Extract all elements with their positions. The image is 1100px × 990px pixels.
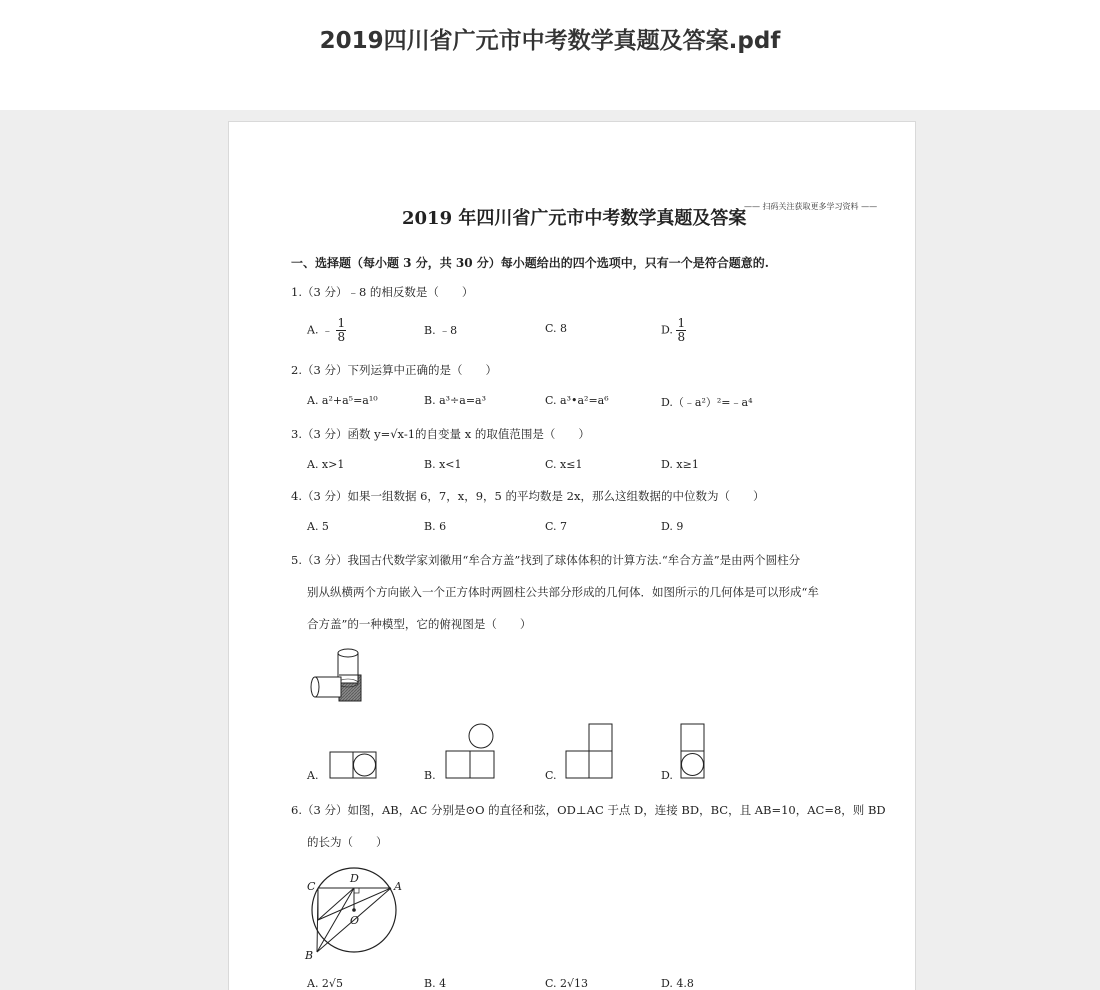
q5-option-b-figure [445, 722, 497, 780]
q6-option-d: D. 4.8 [661, 977, 694, 990]
q5-option-b-label: B. [424, 769, 436, 782]
q1-a-fraction: $\frac{1}{8}$ [337, 316, 346, 344]
q5-option-c-figure [565, 722, 615, 780]
q1-d-fraction: $\frac{1}{8}$ [677, 316, 686, 344]
q4-option-c: C. 7 [545, 520, 568, 533]
question-4-stem: 4.（3 分）如果一组数据 6，7，x，9，5 的平均数是 2x，那么这组数据的中位数为（ ） [291, 489, 765, 503]
question-2-stem: 2.（3 分）下列运算中正确的是（ ） [291, 363, 497, 377]
q5-option-a-figure [329, 750, 379, 780]
q4-option-a: A. 5 [307, 520, 329, 533]
question-1-stem: 1.（3 分）﹣8 的相反数是（ ） [291, 285, 474, 299]
q2-option-d: D.（﹣a²）²=﹣a⁴ [661, 396, 753, 409]
q2-option-c: C. a³•a²=a⁶ [545, 394, 609, 407]
q6-label-c: C [307, 880, 316, 893]
q1-option-b: B. ﹣8 [424, 324, 458, 337]
watermark-text: —— 扫码关注获取更多学习资料 —— [744, 202, 878, 211]
file-title: 2019四川省广元市中考数学真题及答案.pdf [319, 28, 781, 54]
file-header [0, 0, 1100, 110]
q4-option-b: B. 6 [424, 520, 447, 533]
q4-option-d: D. 9 [661, 520, 684, 533]
q3-option-a: A. x>1 [307, 458, 345, 471]
question-5-line-2: 别从纵横两个方向嵌入一个正方体时两圆柱公共部分形成的几何体．如图所示的几何体是可以形成“牟 [307, 585, 819, 599]
q3-option-c: C. x≤1 [545, 458, 583, 471]
question-5-line-3: 合方盖”的一种模型，它的俯视图是（ ） [307, 617, 532, 631]
q1-option-a: A. ﹣ $\frac{1}{8}$ [307, 316, 346, 344]
q5-option-d-figure [679, 722, 707, 780]
document-viewer[interactable] [0, 110, 1100, 990]
question-6-line-2: 的长为（ ） [307, 835, 388, 849]
q1-option-d: D. $\frac{1}{8}$ [661, 316, 686, 344]
q2-option-a: A. a²+a⁵=a¹⁰ [307, 394, 378, 407]
q6-option-c: C. 2√13 [545, 977, 589, 990]
q6-option-a: A. 2√5 [307, 977, 343, 990]
q6-label-o: O [350, 914, 360, 927]
q5-option-a-label: A. [307, 769, 319, 782]
section-heading: 一、选择题（每小题 3 分，共 30 分）每小题给出的四个选项中，只有一个是符合题意的. [291, 256, 769, 270]
question-5-line-1: 5.（3 分）我国古代数学家刘徽用“牟合方盖”找到了球体体积的计算方法.“牟合方盖”是由两个圆柱分 [291, 553, 801, 567]
q1-option-c: C. 8 [545, 322, 568, 335]
q6-option-b: B. 4 [424, 977, 447, 990]
exam-title: 2019 年四川省广元市中考数学真题及答案 [402, 208, 747, 229]
q6-label-b: B [305, 949, 314, 960]
q6-label-d: D [350, 872, 359, 885]
q5-solid-figure [309, 647, 369, 709]
q3-option-b: B. x<1 [424, 458, 462, 471]
q6-label-a: A [394, 880, 402, 893]
question-3-stem: 3.（3 分）函数 y=√x-1的自变量 x 的取值范围是（ ） [291, 427, 590, 441]
pdf-page [228, 121, 916, 990]
q2-option-b: B. a³÷a=a³ [424, 394, 487, 407]
q5-option-c-label: C. [545, 769, 557, 782]
q3-option-d: D. x≥1 [661, 458, 699, 471]
q6-circle-figure [303, 860, 413, 960]
q5-option-d-label: D. [661, 769, 673, 782]
question-6-line-1: 6.（3 分）如图，AB，AC 分别是⊙O 的直径和弦，OD⊥AC 于点 D，连接 BD，BC，且 AB=10，AC=8，则 BD [291, 803, 886, 817]
